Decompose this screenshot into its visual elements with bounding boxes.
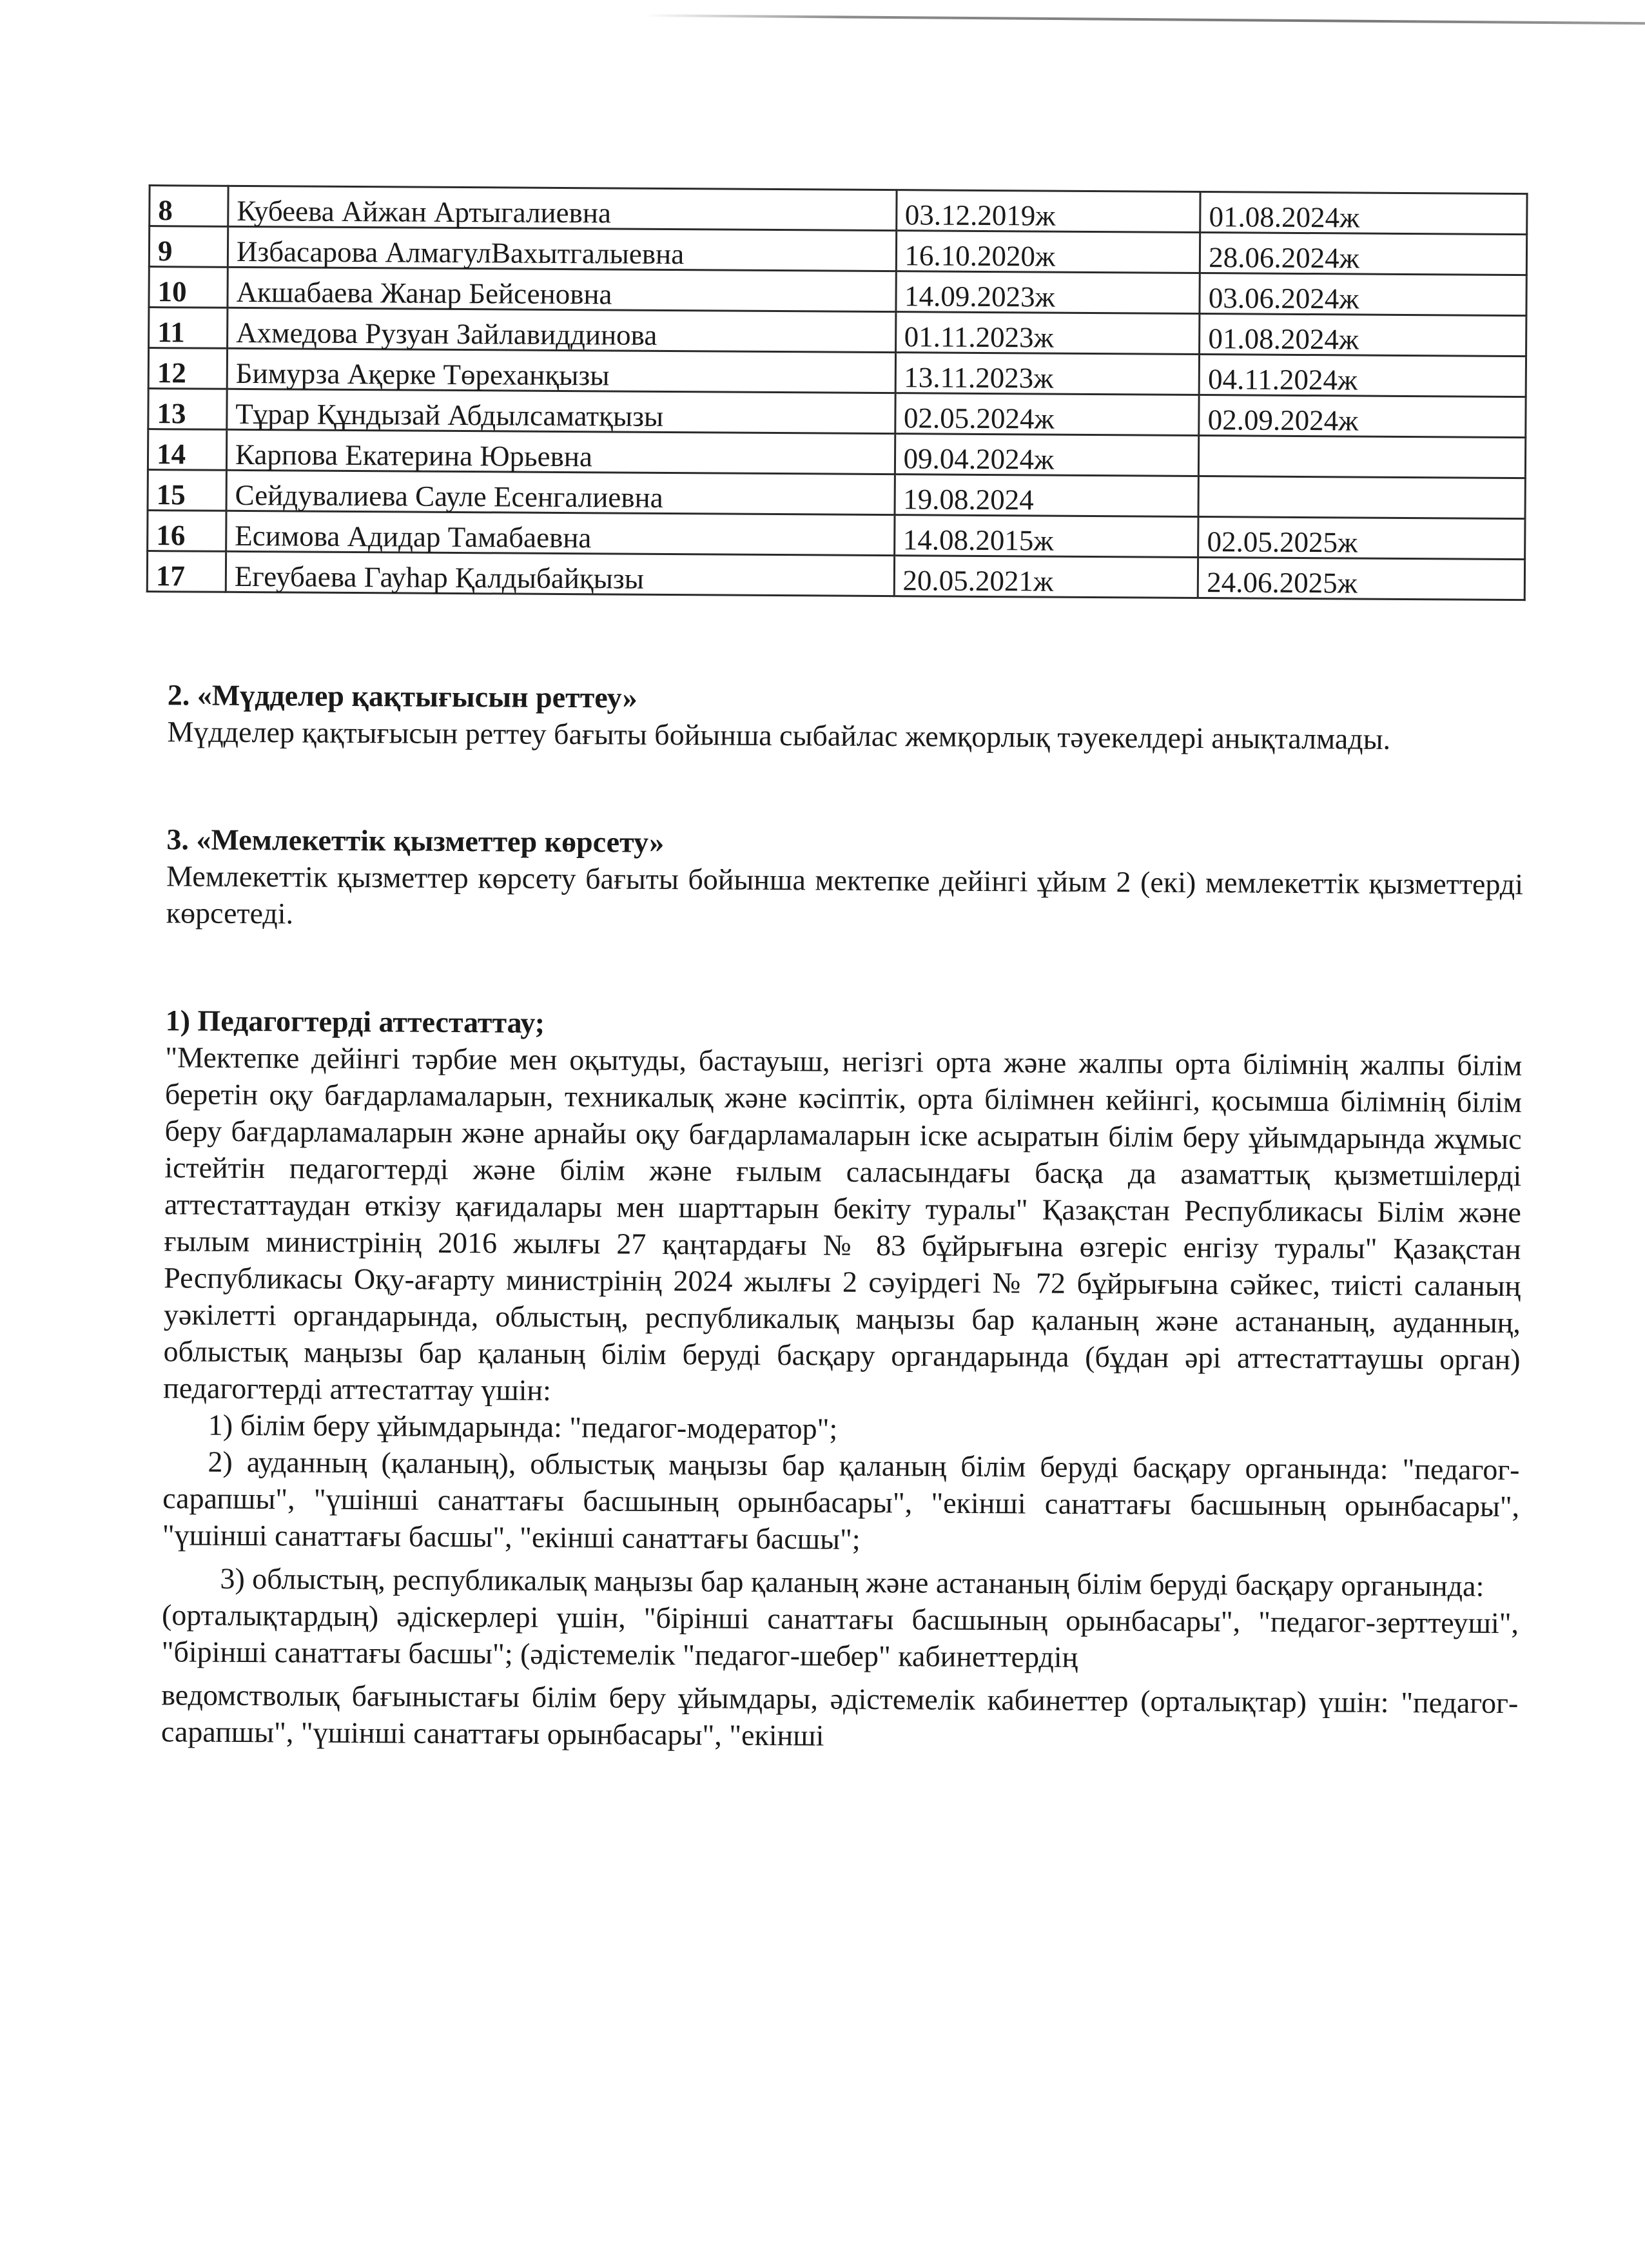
employee-name: Кубеева Айжан Артыгалиевна (228, 186, 897, 230)
section-3-heading: 3. «Мемлекеттік қызметтер көрсету» (166, 823, 665, 859)
employee-name: Акшабаева Жанар Бейсеновна (228, 267, 896, 311)
employee-name: Избасарова АлмагулВахытгалыевна (228, 226, 896, 271)
date-start: 14.08.2015ж (894, 515, 1198, 558)
employee-name: Бимурза Ақерке Төреханқызы (227, 348, 895, 393)
date-start: 01.11.2023ж (895, 312, 1200, 355)
row-number: 8 (150, 186, 228, 227)
list-item: 2) ауданның (қаланың), облыстық маңызы бар қаланың білім беруді басқару органында: "педагог-сарапшы", "үшінші санаттағы басшының орынбасары", "екінші санаттағы басшының орынбасары", "үшінші санаттағы басшы", "екінші санаттағы басшы"; (162, 1445, 1520, 1556)
date-end: 03.06.2024ж (1200, 273, 1526, 316)
employee-name: Тұрар Құндызай Абдылсаматқызы (227, 389, 895, 433)
date-end: 04.11.2024ж (1199, 355, 1526, 397)
row-number: 14 (148, 429, 226, 471)
employee-name: Егеубаева Гауһар Қалдыбайқызы (226, 551, 894, 596)
row-number: 9 (149, 226, 228, 268)
staff-table-body (147, 186, 1527, 600)
date-start: 03.12.2019ж (896, 190, 1200, 233)
row-number: 16 (148, 511, 226, 552)
table-row (150, 186, 1527, 235)
date-end: 28.06.2024ж (1200, 233, 1527, 275)
employee-name: Карпова Екатерина Юрьевна (226, 429, 895, 474)
date-start: 20.05.2021ж (894, 556, 1198, 598)
date-start: 16.10.2020ж (896, 231, 1200, 273)
date-end: 02.05.2025ж (1198, 517, 1525, 560)
row-number: 12 (148, 348, 227, 389)
spacer (167, 750, 1524, 829)
date-end: 02.09.2024ж (1199, 395, 1526, 438)
continuation-text: (орталықтардың) әдіскерлері үшін, "бірінші санаттағы басшының орынбасары", "педагог-зерттеуші", "бірінші санаттағы басшы"; (әдістемелік "педагог-шебер" кабинеттердің (161, 1598, 1519, 1674)
list-item: 3) облыстың, республикалық маңызы бар қаланың және астананың білім беруді басқару органында: (220, 1561, 1484, 1603)
date-start: 09.04.2024ж (895, 434, 1199, 476)
continuation-text: ведомстволық бағыныстағы білім беру ұйымдары, әдістемелік кабинеттер (орталықтар) үшін: "педагог-сарапшы", "үшінші санаттағы орынбасары", "екінші (161, 1678, 1519, 1752)
section-3-text: Мемлекеттік қызметтер көрсету бағыты бойынша мектепке дейінгі ұйым 2 (екі) мемлекеттік қызметтерді көрсетеді. (166, 859, 1524, 930)
date-start: 19.08.2024 (895, 474, 1199, 517)
row-number: 10 (149, 267, 228, 308)
subsection-1-heading: 1) Педагогтерді аттестаттау; (165, 1004, 545, 1039)
date-start: 13.11.2023ж (895, 353, 1200, 395)
document-body (161, 676, 1524, 1758)
table-row (148, 511, 1525, 560)
employee-name: Сейдувалиева Сауле Есенгалиевна (226, 470, 895, 514)
row-number: 13 (148, 389, 227, 430)
date-start: 14.09.2023ж (895, 271, 1200, 314)
employee-name: Ахмедова Рузуан Зайлавиддинова (228, 308, 896, 352)
row-number: 17 (147, 551, 226, 592)
date-end: 24.06.2025ж (1198, 558, 1525, 600)
staff-table (146, 184, 1528, 601)
section-2-text: Мүдделер қақтығысын реттеу бағыты бойынша сыбайлас жемқорлық тәуекелдері анықталмады. (167, 715, 1391, 756)
section-2-heading: 2. «Мүдделер қақтығысын реттеу» (167, 678, 638, 714)
spacer (166, 931, 1523, 1010)
list-item: 1) білім беру ұйымдарында: "педагог-модератор"; (208, 1408, 838, 1445)
row-number: 11 (149, 308, 228, 349)
date-end (1199, 436, 1526, 478)
date-end: 01.08.2024ж (1200, 314, 1526, 357)
date-start: 02.05.2024ж (895, 393, 1199, 436)
date-end: 01.08.2024ж (1200, 192, 1527, 235)
date-end (1198, 476, 1525, 519)
table-row (148, 470, 1525, 519)
subsection-1-paragraph: "Мектепке дейінгі тәрбие мен оқытуды, бастауыш, негізгі орта және жалпы орта білімнің жалпы білім беретін оқу бағдарламаларын, техникалық және кәсіптік, орта білімнен кейінгі, қосымша білімнің білім беру бағдарламаларын және арнайы оқу бағдарламаларын іске асыратын білім беру ұйымдарында жұмыс істейтін педагогтерді және білім және ғылым саласындағы басқа да азаматтық қызметшілерді аттестаттаудан өткізу қағидалары мен шарттарын бекіту туралы" Қазақстан Республикасы Білім және ғылым министрінің 2016 жылғы 27 қаңтардағы № 83 бұйрығына өзгеріс енгізу туралы" Қазақстан Республикасы Оқу-ағарту министрінің 2024 жылғы 2 сәуірдегі № 72 бұйрығына сәйкес, тиісті саланың уәкілетті органдарында, облыстың, республикалық маңызы бар қаланың және астананың, ауданның, облыстық маңызы бар қаланың білім беруді басқару органдарында (бұдан әрі аттестаттаушы орган) педагогтерді аттестаттау үшін: (163, 1041, 1523, 1407)
row-number: 15 (148, 470, 226, 511)
employee-name: Есимова Адидар Тамабаевна (226, 511, 895, 555)
